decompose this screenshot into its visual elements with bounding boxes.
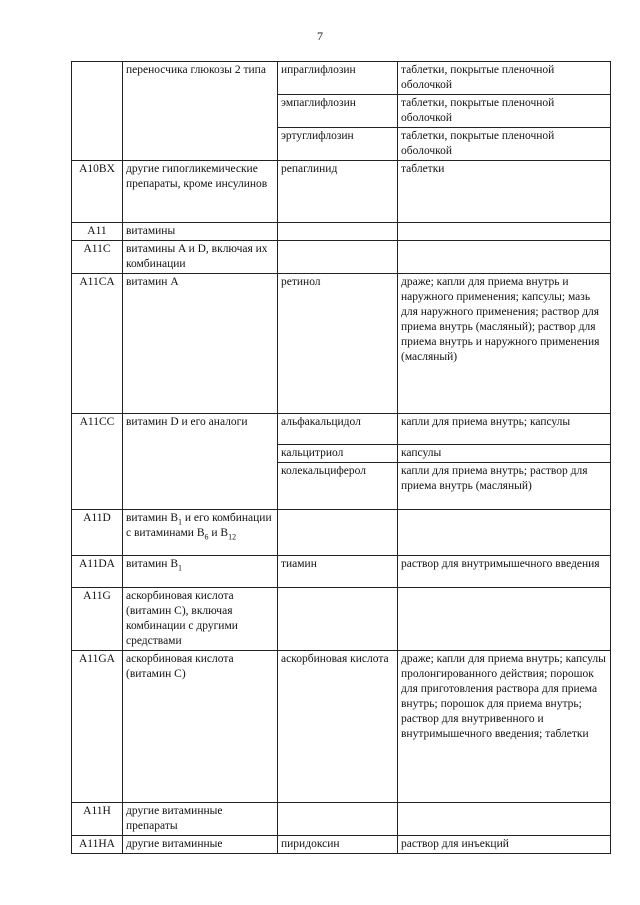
inn-cell: эмпаглифлозин bbox=[278, 95, 398, 128]
table-row bbox=[72, 588, 611, 651]
atc-code-cell: A11H bbox=[72, 803, 123, 836]
dosage-form-cell: капсулы bbox=[398, 445, 611, 463]
dosage-form-cell: раствор для внутримышечного введения bbox=[398, 556, 611, 588]
table-row bbox=[72, 651, 611, 803]
dosage-form-cell bbox=[398, 588, 611, 651]
atc-name-cell: витамины A и D, включая их комбинации bbox=[123, 241, 278, 274]
dosage-form-cell: таблетки, покрытые пленочной оболочкой bbox=[398, 95, 611, 128]
atc-name-cell: другие гипогликемические препараты, кроме инсулинов bbox=[123, 161, 278, 223]
table-row bbox=[72, 556, 611, 588]
inn-cell: альфакальцидол bbox=[278, 414, 398, 445]
atc-code-cell: A11D bbox=[72, 510, 123, 556]
table-row bbox=[72, 223, 611, 241]
atc-name-cell: витамины bbox=[123, 223, 278, 241]
atc-name-cell: витамин D и его аналоги bbox=[123, 414, 278, 510]
atc-name-cell: другие витаминные препараты bbox=[123, 803, 278, 836]
inn-cell: пиридоксин bbox=[278, 836, 398, 854]
atc-code-cell: A11G bbox=[72, 588, 123, 651]
atc-code-cell: A11CC bbox=[72, 414, 123, 510]
atc-code-cell: A10BX bbox=[72, 161, 123, 223]
atc-name-text: витамин B bbox=[126, 512, 178, 524]
atc-code-cell: A11C bbox=[72, 241, 123, 274]
atc-name-cell: аскорбиновая кислота (витамин C) bbox=[123, 651, 278, 803]
atc-code-cell: A11DA bbox=[72, 556, 123, 588]
vitamin-subscript: 6 bbox=[204, 532, 209, 542]
inn-cell bbox=[278, 223, 398, 241]
dosage-form-cell bbox=[398, 241, 611, 274]
atc-name-cell: другие витаминные bbox=[123, 836, 278, 854]
inn-cell bbox=[278, 241, 398, 274]
page-number: 7 bbox=[317, 29, 323, 43]
inn-cell: колекальциферол bbox=[278, 463, 398, 510]
inn-cell: ипраглифлозин bbox=[278, 62, 398, 95]
dosage-form-cell: драже; капли для приема внутрь и наружного применения; капсулы; мазь для наружного применения; раствор для приема внутрь (масляный); раствор для приема внутрь и наружного применения (масляный) bbox=[398, 274, 611, 414]
atc-code-cell: A11GA bbox=[72, 651, 123, 803]
dosage-form-cell bbox=[398, 223, 611, 241]
table-row bbox=[72, 836, 611, 854]
atc-name-text: и его комбинации с витаминами B bbox=[126, 512, 272, 539]
atc-code-cell: A11 bbox=[72, 223, 123, 241]
dosage-form-cell: таблетки, покрытые пленочной оболочкой bbox=[398, 62, 611, 95]
dosage-form-cell: таблетки, покрытые пленочной оболочкой bbox=[398, 128, 611, 161]
dosage-form-cell: капли для приема внутрь; раствор для приема внутрь (масляный) bbox=[398, 463, 611, 510]
table-row bbox=[72, 510, 611, 556]
atc-code-cell bbox=[72, 62, 123, 161]
atc-name-cell bbox=[123, 556, 278, 588]
table-row bbox=[72, 161, 611, 223]
inn-cell: репаглинид bbox=[278, 161, 398, 223]
inn-cell: кальцитриол bbox=[278, 445, 398, 463]
atc-name-text: и B bbox=[208, 527, 229, 539]
table-row bbox=[72, 241, 611, 274]
table-row bbox=[72, 414, 611, 445]
dosage-form-cell: драже; капли для приема внутрь; капсулы пролонгированного действия; порошок для приготовления раствора для приема внутрь; порошок для приема внутрь; раствор для внутривенного и внутримышечного введения; таблетки bbox=[398, 651, 611, 803]
inn-cell bbox=[278, 803, 398, 836]
atc-code-cell: A11CA bbox=[72, 274, 123, 414]
dosage-form-cell: раствор для инъекций bbox=[398, 836, 611, 854]
inn-cell: ретинол bbox=[278, 274, 398, 414]
table-row bbox=[72, 62, 611, 95]
dosage-form-cell: капли для приема внутрь; капсулы bbox=[398, 414, 611, 445]
vitamin-subscript: 12 bbox=[228, 532, 237, 542]
inn-cell: эртуглифлозин bbox=[278, 128, 398, 161]
vitamin-subscript: 1 bbox=[178, 517, 182, 527]
atc-code-cell: A11HA bbox=[72, 836, 123, 854]
dosage-form-cell bbox=[398, 803, 611, 836]
vitamin-subscript: 1 bbox=[178, 563, 182, 573]
dosage-form-cell bbox=[398, 510, 611, 556]
drug-table bbox=[71, 61, 611, 854]
inn-cell: аскорбиновая кислота bbox=[278, 651, 398, 803]
atc-name-text: витамин B bbox=[126, 558, 178, 570]
dosage-form-cell: таблетки bbox=[398, 161, 611, 223]
table-row bbox=[72, 803, 611, 836]
atc-name-cell bbox=[123, 510, 278, 556]
table-row bbox=[72, 274, 611, 414]
atc-name-cell: витамин A bbox=[123, 274, 278, 414]
inn-cell bbox=[278, 510, 398, 556]
atc-name-cell: переносчика глюкозы 2 типа bbox=[123, 62, 278, 161]
inn-cell: тиамин bbox=[278, 556, 398, 588]
atc-name-cell: аскорбиновая кислота (витамин C), включая комбинации с другими средствами bbox=[123, 588, 278, 651]
inn-cell bbox=[278, 588, 398, 651]
